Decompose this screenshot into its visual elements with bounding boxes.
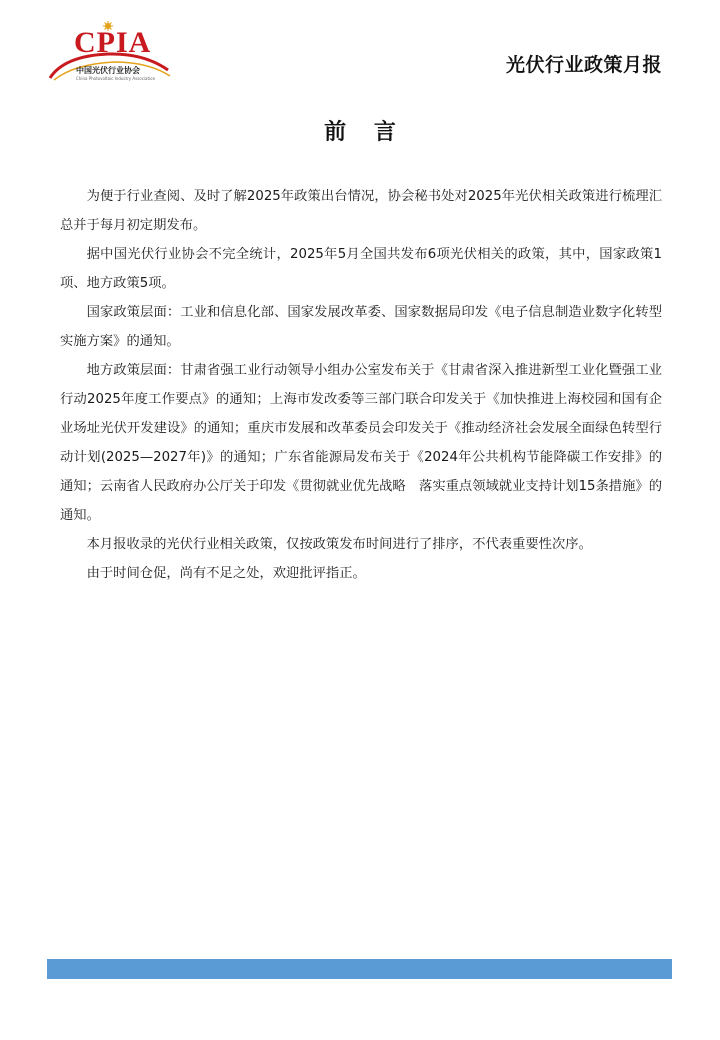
paragraph-closing: 由于时间仓促，尚有不足之处，欢迎批评指正。	[86, 566, 366, 581]
logo-text: CPIA	[74, 26, 152, 59]
paragraph-ordering-note: 本月报收录的光伏行业相关政策，仅按政策发布时间进行了排序，不代表重要性次序。	[86, 537, 592, 552]
footer-bar	[47, 959, 672, 979]
paragraph-intro: 为便于行业查阅、及时了解2025年政策出台情况，协会秘书处对2025年光伏相关政策进行梳理汇总并于每月初定期发布。	[60, 189, 662, 233]
paragraph-national-policy: 国家政策层面：工业和信息化部、国家发展改革委、国家数据局印发《电子信息制造业数字化转型实施方案》的通知。	[60, 305, 662, 349]
logo-subtitle-en: China Photovoltaic Industry Association	[76, 76, 156, 81]
paragraph-local-policy: 地方政策层面：甘肃省强工业行动领导小组办公室发布关于《甘肃省深入推进新型工业化暨强工业行动2025年度工作要点》的通知；上海市发改委等三部门联合印发关于《加快推进上海校园和国有企业场址光伏开发建设》的通知；重庆市发展和改革委员会印发关于《推动经济社会发展全面绿色转型行动计划(2025—2027年)》的通知；广东省能源局发布关于《2024年公共机构节能降碳工作安排》的通知；云南省人民政府办公厅关于印发《贯彻就业优先战略 落实重点领域就业支持计划15条措施》的通知。	[60, 363, 662, 523]
preface-body	[60, 182, 662, 588]
paragraph-statistics: 据中国光伏行业协会不完全统计，2025年5月全国共发布6项光伏相关的政策，其中，国家政策1项、地方政策5项。	[60, 247, 662, 291]
report-title: 光伏行业政策月报	[505, 54, 662, 76]
page-title: 前 言	[324, 120, 406, 145]
cpia-logo	[44, 20, 176, 86]
logo-subtitle: 中国光伏行业协会	[76, 66, 140, 75]
